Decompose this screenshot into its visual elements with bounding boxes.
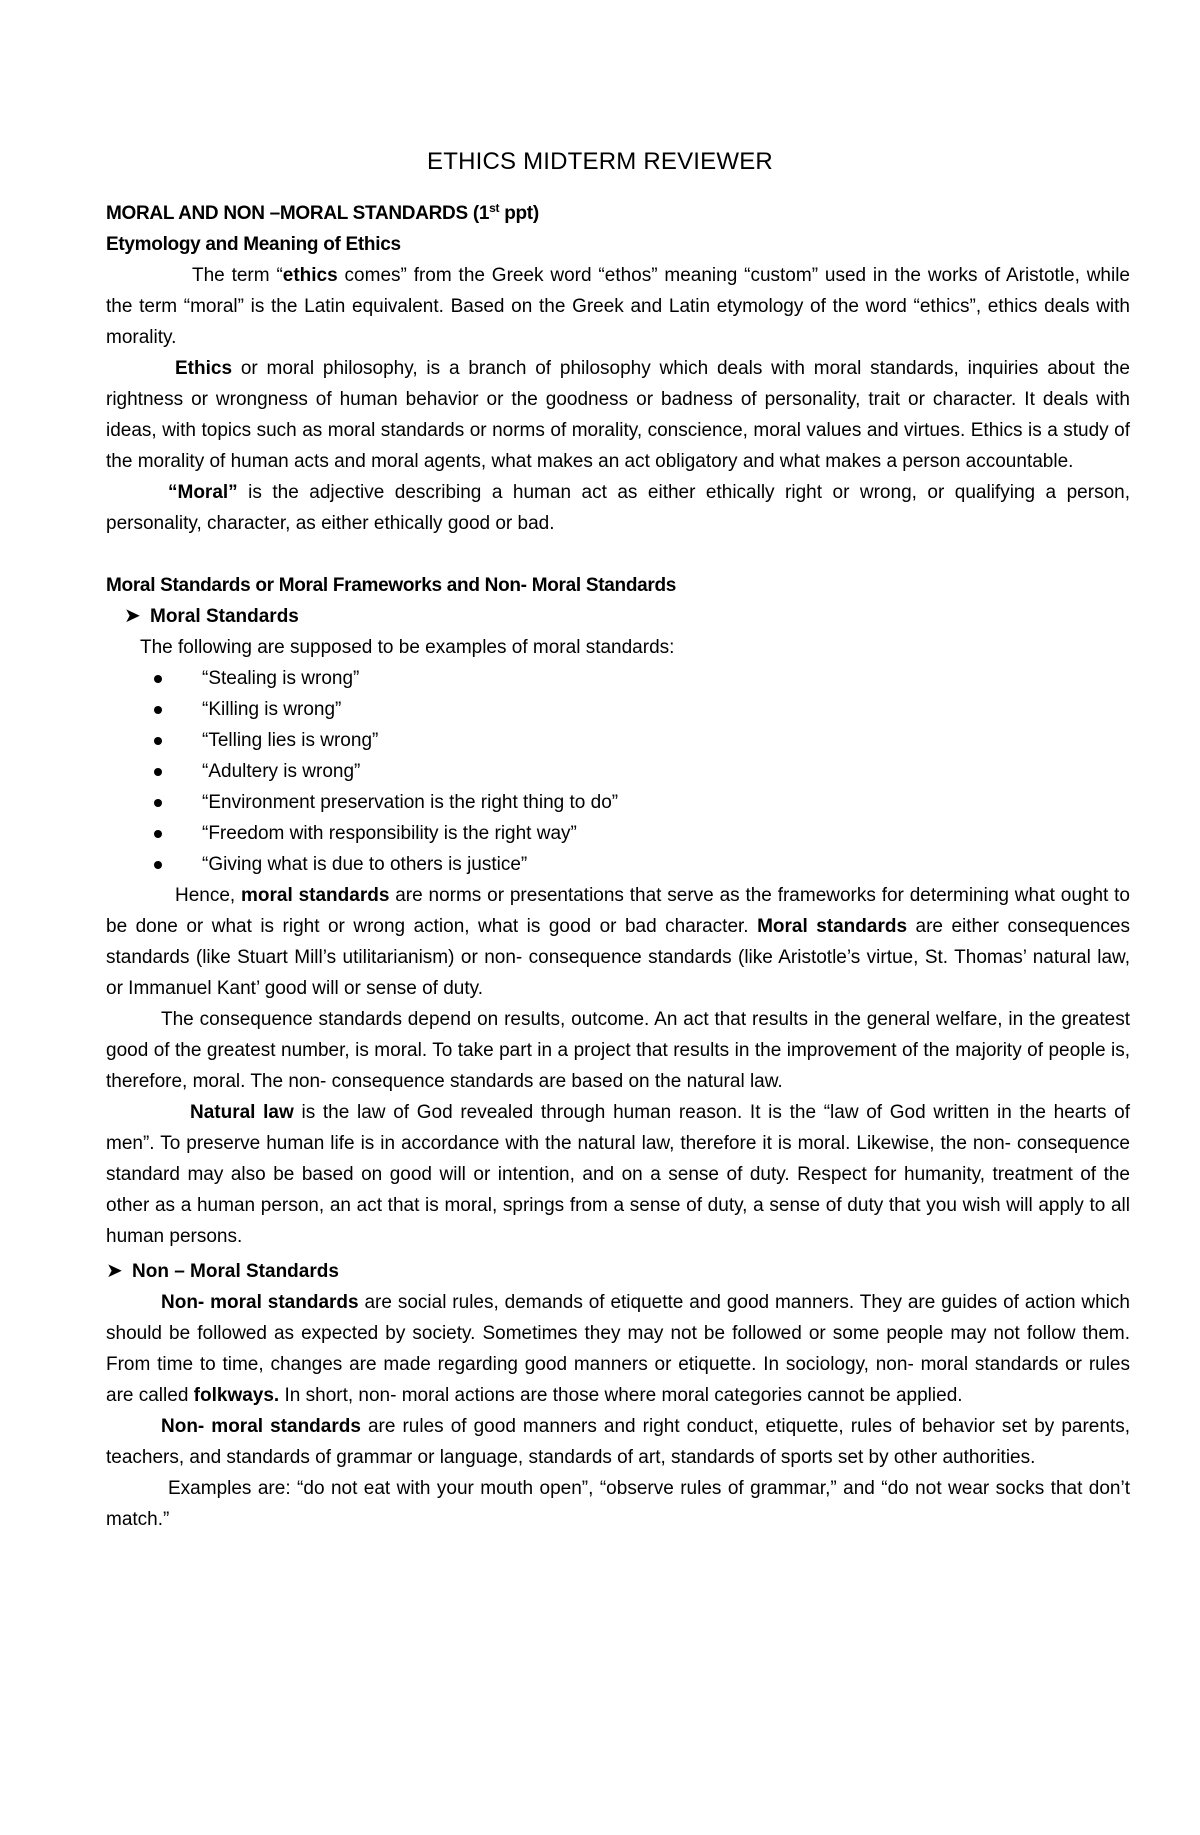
- paragraph-natural-law: [106, 1097, 1130, 1252]
- list-item: [154, 756, 1130, 787]
- text: are either consequences standards (like Stuart Mill’s utilitarianism) or non- consequence standards (like Aristotle’s virtue, St. Thomas’ natural law, or Immanuel Kant’ good will or sense of duty.: [106, 916, 1130, 999]
- bold-term: “Moral”: [168, 482, 238, 503]
- text: are rules of good manners and right conduct, etiquette, rules of behavior set by parents, teachers, and standards of grammar or language, standards of art, standards of sports set by other authorities.: [106, 1416, 1130, 1468]
- bold-term: Ethics: [175, 358, 233, 379]
- text: or moral philosophy, is a branch of philosophy which deals with moral standards, inquiries about the rightness or wrongness of human behavior or the goodness or badness of personality, trait or character. It deals with ideas, with topics such as moral standards or norms of morality, conscience, moral values and virtues. Ethics is a study of the morality of human acts and moral agents, what makes an act obligatory and what makes a person accountable.: [106, 358, 1130, 472]
- document-body: [106, 198, 1130, 1535]
- paragraph-ethics-definition: [106, 353, 1130, 477]
- bold-term: Natural law: [190, 1102, 294, 1123]
- list-item-text: “Giving what is due to others is justice”: [202, 854, 528, 875]
- examples-lead: The following are supposed to be examples of moral standards:: [140, 637, 675, 658]
- paragraph-moral-definition: [106, 477, 1130, 539]
- bold-term: ethics: [282, 265, 338, 286]
- spacer: [106, 539, 1130, 570]
- bold-term: folkways.: [193, 1385, 280, 1406]
- text: are social rules, demands of etiquette and good manners. They are guides of action which should be followed as expected by society. Sometimes they may not be followed or some people may not follow them. From time to time, changes are made regarding good manners or etiquette. In sociology, non- moral standards or rules are called: [106, 1292, 1130, 1406]
- arrowhead-bullet-icon: ➤: [106, 1260, 123, 1282]
- bullet-icon: [154, 675, 162, 683]
- subheading-text: Non – Moral Standards: [132, 1261, 339, 1282]
- bullet-icon: [154, 706, 162, 714]
- bullet-icon: [154, 830, 162, 838]
- bullet-icon: [154, 768, 162, 776]
- list-item-text: “Freedom with responsibility is the right way”: [202, 823, 577, 844]
- bold-term: Non- moral standards: [161, 1292, 359, 1313]
- subheading-moral-standards: [106, 601, 1130, 632]
- heading-text-end: ppt): [499, 203, 539, 224]
- list-item: [154, 663, 1130, 694]
- paragraph-moral-standards-hence: [106, 880, 1130, 1004]
- bold-term: Moral standards: [757, 916, 908, 937]
- text: Hence,: [175, 885, 242, 906]
- bold-term: Non- moral standards: [161, 1416, 361, 1437]
- paragraph-non-moral-examples: Examples are: “do not eat with your mouth open”, “observe rules of grammar,” and “do not wear socks that don’t match.”: [106, 1478, 1130, 1530]
- moral-standard-examples: [106, 663, 1130, 880]
- bullet-icon: [154, 861, 162, 869]
- list-item-text: “Stealing is wrong”: [202, 668, 360, 689]
- list-item: [154, 694, 1130, 725]
- section-heading-moral-nonmoral: [106, 198, 1130, 229]
- text: The term “: [192, 265, 283, 286]
- list-item-text: “Telling lies is wrong”: [202, 730, 379, 751]
- paragraph-etymology: [106, 260, 1130, 353]
- subheading-non-moral-standards: [106, 1256, 1130, 1287]
- heading-superscript: st: [489, 201, 500, 215]
- section-heading-frameworks: Moral Standards or Moral Frameworks and Non- Moral Standards: [106, 575, 677, 596]
- document-title: ETHICS MIDTERM REVIEWER: [427, 148, 773, 175]
- list-item-text: “Killing is wrong”: [202, 699, 342, 720]
- list-item: [154, 725, 1130, 756]
- list-item-text: “Adultery is wrong”: [202, 761, 361, 782]
- bullet-icon: [154, 737, 162, 745]
- arrowhead-bullet-icon: ➤: [124, 605, 141, 627]
- subheading-text: Moral Standards: [150, 606, 299, 627]
- heading-text: MORAL AND NON –MORAL STANDARDS (1: [106, 203, 490, 224]
- text: are norms or presentations that serve as the frameworks for determining what ought to be done or what is right or wrong action, what is good or bad character.: [106, 885, 1130, 937]
- bold-term: moral standards: [241, 885, 390, 906]
- text: is the adjective describing a human act as either ethically right or wrong, or qualifying a person, personality, character, as either ethically good or bad.: [106, 482, 1130, 534]
- list-item-text: “Environment preservation is the right thing to do”: [202, 792, 619, 813]
- text: In short, non- moral actions are those where moral categories cannot be applied.: [279, 1385, 963, 1406]
- list-item: [154, 787, 1130, 818]
- list-item: [154, 818, 1130, 849]
- text: comes” from the Greek word “ethos” meaning “custom” used in the works of Aristotle, while the term “moral” is the Latin equivalent. Based on the Greek and Latin etymology of the word “ethics”, ethics deals with morality.: [106, 265, 1131, 348]
- paragraph-non-moral-manners: [106, 1411, 1130, 1473]
- bullet-icon: [154, 799, 162, 807]
- subheading-etymology: Etymology and Meaning of Ethics: [106, 234, 401, 255]
- text: is the law of God revealed through human reason. It is the “law of God written in the hearts of men”. To preserve human life is in accordance with the natural law, therefore it is moral. Likewise, the non- consequence standard may also be based on good will or intention, and on a sense of duty. Respect for humanity, treatment of the other as a human person, an act that is moral, springs from a sense of duty, a sense of duty that you wish will apply to all human persons.: [106, 1102, 1130, 1247]
- paragraph-consequence-standards: The consequence standards depend on results, outcome. An act that results in the general welfare, in the greatest good of the greatest number, is moral. To take part in a project that results in the improvement of the majority of people is, therefore, moral. The non- consequence standards are based on the natural law.: [106, 1009, 1130, 1092]
- paragraph-non-moral-rules: [106, 1287, 1130, 1411]
- list-item: [154, 849, 1130, 880]
